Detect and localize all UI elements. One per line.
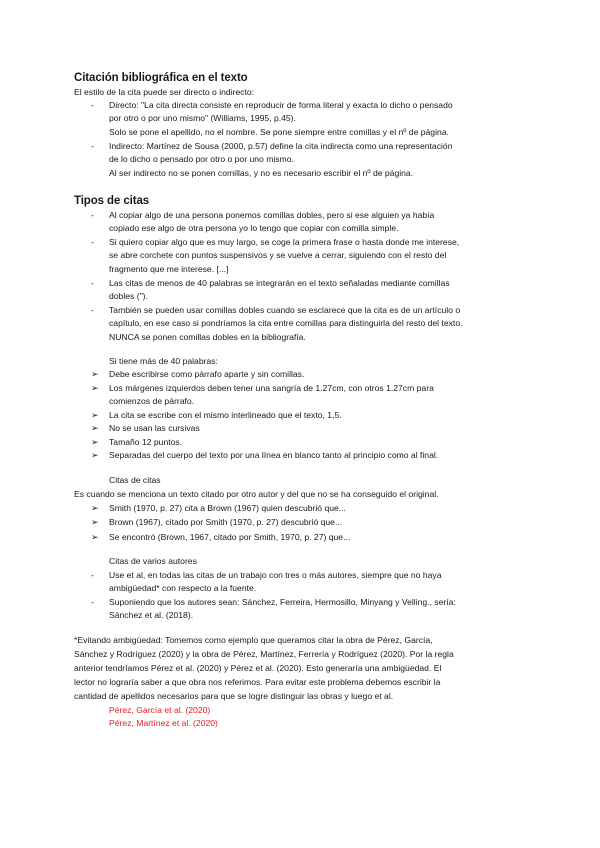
bullet-dash: -	[91, 570, 94, 580]
tipos-item2-line-1: Si quiero copiar algo que es muy largo, se coge la primera frase o hasta donde me interese,	[109, 237, 460, 247]
mas40-item2-line-2: comienzos de párrafo.	[109, 396, 195, 406]
varios-item2-line-1: Suponiendo que los autores sean: Sánchez, Ferreira, Hermosillo, Minyang y Velling., sería:	[109, 597, 456, 607]
tipos-item1-line-1: Al copiar algo de una persona ponemos comillas dobles, pero si ese alguien ya había	[109, 210, 435, 220]
mas40-item6: Separadas del cuerpo del texto por una línea en blanco tanto al principio como al final.	[109, 450, 439, 460]
bullet-dash: -	[91, 278, 94, 288]
footnote-example-1: Pérez, García et al. (2020)	[109, 705, 211, 715]
varios-item2-line-2: Sánchez et al. (2018).	[109, 610, 194, 620]
tipos-item4-line-2: capítulo, en ese caso si pondríamos la cita entre comillas para distinguirla del resto del texto.	[109, 318, 463, 328]
citas-de-citas-item2: Brown (1967), citado por Smith (1970, p. 27) descubrió que...	[109, 517, 343, 527]
subheading-varios-autores: Citas de varios autores	[109, 556, 197, 566]
directo-line-1: Directo: "La cita directa consiste en reproducir de forma literal y exacta lo dicho o pensado	[109, 100, 453, 110]
arrow-bullet-icon: ➢	[91, 423, 99, 433]
indirecto-line-3: Al ser indirecto no se ponen comillas, y no es necesario escribir el nº de página.	[109, 168, 414, 178]
arrow-bullet-icon: ➢	[91, 532, 99, 542]
heading-citacion: Citación bibliográfica en el texto	[74, 72, 248, 84]
citas-de-citas-item3: Se encontró (Brown, 1967, citado por Smith, 1970, p. 27) que...	[109, 532, 351, 542]
arrow-bullet-icon: ➢	[91, 437, 99, 447]
footnote-line-3: anterior tendríamos Pérez et al. (2020) y Pérez et al. (2020). Esto generaría una ambigüedad. El	[74, 663, 442, 673]
directo-line-2: por otro o por uno mismo" (Williams, 1995, p.45).	[109, 113, 296, 123]
mas40-item3: La cita se escribe con el mismo interlineado que el texto, 1,5.	[109, 410, 342, 420]
mas40-item1: Debe escribirse como párrafo aparte y sin comillas.	[109, 369, 305, 379]
heading-tipos-de-citas: Tipos de citas	[74, 195, 150, 207]
arrow-bullet-icon: ➢	[91, 450, 99, 460]
footnote-line-4: lector no lograría saber a que obra nos referimos. Para evitar este problema debemos escribir la	[74, 677, 441, 687]
citas-de-citas-intro: Es cuando se menciona un texto citado por otro autor y del que no se ha conseguido el original.	[74, 489, 439, 499]
footnote-line-5: cantidad de apellidos necesarios para que se logre distinguir las obras y luego et al.	[74, 691, 394, 701]
bullet-dash: -	[91, 597, 94, 607]
subheading-citas-de-citas: Citas de citas	[109, 475, 161, 485]
tipos-item4-line-1: También se pueden usar comillas dobles cuando se esclarece que la cita es de un artículo o	[109, 305, 461, 315]
bullet-dash: -	[91, 305, 94, 315]
mas40-item5: Tamaño 12 puntos.	[109, 437, 183, 447]
varios-item1-line-1: Use et al, en todas las citas de un trabajo con tres o más autores, siempre que no haya	[109, 570, 442, 580]
varios-item1-line-2: ambigüedad* con respecto a la fuente.	[109, 583, 257, 593]
tipos-item2-line-2: se abre corchete con puntos suspensivos y se vuelve a cerrar, siguiendo con el resto del	[109, 250, 447, 260]
directo-line-3: Solo se pone el apellido, no el nombre. Se pone siempre entre comillas y el nº de página.	[109, 127, 449, 137]
arrow-bullet-icon: ➢	[91, 503, 99, 513]
arrow-bullet-icon: ➢	[91, 369, 99, 379]
subheading-mas-de-40: Si tiene más de 40 palabras:	[109, 356, 218, 366]
bullet-dash: -	[91, 210, 94, 220]
tipos-item1-line-2: copiado ese algo de otra persona yo lo tengo que copiar con comilla simple.	[109, 223, 399, 233]
bullet-dash: -	[91, 237, 94, 247]
citas-de-citas-item1: Smith (1970, p. 27) cita a Brown (1967) quien descubrió que...	[109, 503, 346, 513]
mas40-item4: No se usan las cursivas	[109, 423, 200, 433]
indirecto-line-1: Indirecto: Martínez de Sousa (2000, p.57) define la cita indirecta como una representación	[109, 141, 453, 151]
footnote-line-1: *Evitando ambigüedad: Tomemos como ejemplo que queramos citar la obra de Pérez, García,	[74, 635, 433, 645]
tipos-item4-line-3: NUNCA se ponen comillas dobles en la bibliografía.	[109, 332, 306, 342]
section1-intro: El estilo de la cita puede ser directo o indirecto:	[74, 87, 255, 97]
mas40-item2-line-1: Los márgenes izquierdos deben tener una sangría de 1.27cm, con otros 1.27cm para	[109, 383, 434, 393]
arrow-bullet-icon: ➢	[91, 383, 99, 393]
arrow-bullet-icon: ➢	[91, 517, 99, 527]
arrow-bullet-icon: ➢	[91, 410, 99, 420]
bullet-dash: -	[91, 141, 94, 151]
indirecto-line-2: de lo dicho o pensado por otro o por uno mismo.	[109, 154, 294, 164]
bullet-dash: -	[91, 100, 94, 110]
footnote-line-2: Sánchez y Rodríguez (2020) y la obra de Pérez, Martínez, Ferrería y Rodríguez (2020). Por la regla	[74, 649, 454, 659]
tipos-item3-line-2: dobles (").	[109, 291, 148, 301]
tipos-item3-line-1: Las citas de menos de 40 palabras se integrarán en el texto señaladas mediante comillas	[109, 278, 450, 288]
tipos-item2-line-3: fragmento que me interese. [...]	[109, 264, 229, 274]
footnote-example-2: Pérez, Martínez et al. (2020)	[109, 718, 218, 728]
